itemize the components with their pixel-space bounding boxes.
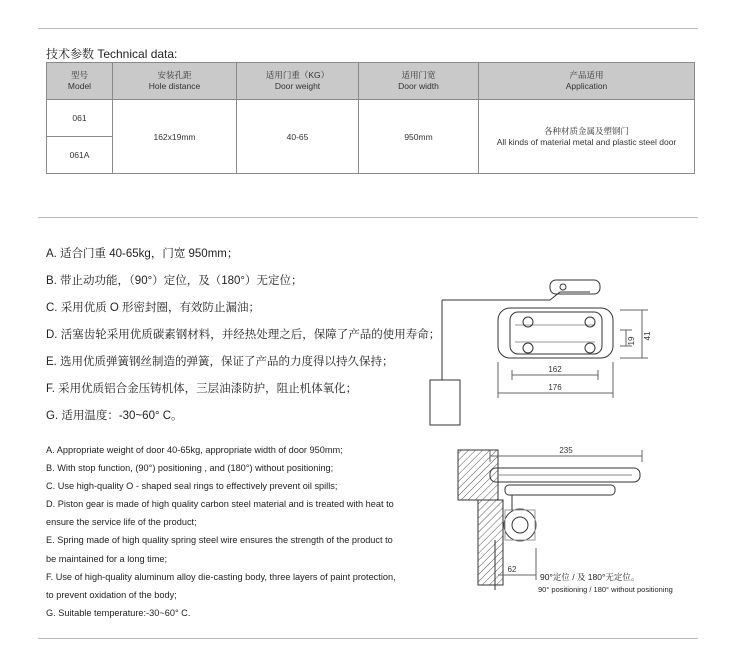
list-item: A. Appropriate weight of door 40-65kg, appropriate width of door 950mm; — [46, 445, 343, 455]
section-divider — [38, 217, 698, 218]
list-item: F. Use of high-quality aluminum alloy die-casting body, three layers of paint protection, — [46, 571, 396, 582]
list-item: E. Spring made of high quality spring steel wire ensures the strength of the product to — [46, 535, 393, 546]
list-item: D. Piston gear is made of high quality carbon steel material and is treated with heat to — [46, 499, 394, 510]
list-item: G. 适用温度：-30~60° C。 — [46, 410, 183, 422]
list-item: ensure the service life of the product; — [46, 517, 197, 528]
top-divider — [38, 28, 698, 29]
header-model: 型号 Model — [47, 63, 113, 100]
hole-distance-cell: 162x19mm — [113, 100, 237, 174]
door-weight-cell: 40-65 — [237, 100, 359, 174]
list-item: be maintained for a long time; — [46, 553, 168, 564]
application-en: All kinds of material metal and plastic steel door — [496, 136, 677, 147]
list-item: to prevent oxidation of the body; — [46, 589, 177, 600]
dim-19: 19 — [627, 336, 636, 346]
positioning-note-en: 90° positioning / 180° without positioning — [538, 585, 673, 594]
features-cn-list — [46, 241, 440, 430]
application-cn: 各种材质金属及塑钢门 — [543, 125, 629, 136]
table-header-row — [47, 63, 695, 100]
dim-62: 62 — [507, 565, 517, 574]
list-item: A. 适合门重 40-65kg，门宽 950mm； — [46, 248, 239, 260]
door-closer-front-drawing — [420, 270, 660, 435]
door-closer-top-view-drawing — [450, 440, 690, 600]
dim-176: 176 — [548, 383, 562, 392]
list-item: C. 采用优质 O 形密封圈，有效防止漏油； — [46, 302, 261, 314]
table-row — [47, 100, 695, 137]
list-item: E. 选用优质弹簧钢丝制造的弹簧，保证了产品的力度得以持久保持； — [46, 356, 394, 368]
header-door-width: 适用门宽 Door width — [359, 63, 479, 100]
features-en-list — [46, 441, 396, 622]
list-item: F. 采用优质铝合金压铸机体，三层油漆防护，阻止机体氧化； — [46, 383, 358, 395]
application-cell — [479, 100, 695, 174]
header-hole-distance: 安装孔距 Hole distance — [113, 63, 237, 100]
bottom-divider — [38, 638, 698, 639]
model-cell: 061A — [47, 137, 113, 174]
list-item: B. 带止动功能，（90°）定位，及（180°）无定位； — [46, 275, 303, 287]
door-width-cell: 950mm — [359, 100, 479, 174]
model-cell: 061 — [47, 100, 113, 137]
header-door-weight: 适用门重（KG） Door weight — [237, 63, 359, 100]
list-item: G. Suitable temperature:-30~60° C. — [46, 607, 191, 618]
dim-235: 235 — [559, 446, 573, 455]
list-item: D. 活塞齿轮采用优质碳素钢材料，并经热处理之后，保障了产品的使用寿命； — [46, 329, 441, 341]
header-application: 产品适用 Application — [479, 63, 695, 100]
dim-162: 162 — [548, 365, 562, 374]
positioning-note-cn: 90°定位 / 及 180°无定位。 — [540, 572, 640, 582]
list-item: C. Use high-quality O - shaped seal rings to effectively prevent oil spills; — [46, 481, 338, 492]
list-item: B. With stop function, (90°) positioning , and (180°) without positioning; — [46, 463, 334, 474]
spec-table — [46, 62, 695, 174]
technical-data-title: 技术参数 Technical data: — [46, 47, 178, 61]
dim-41: 41 — [643, 331, 652, 341]
